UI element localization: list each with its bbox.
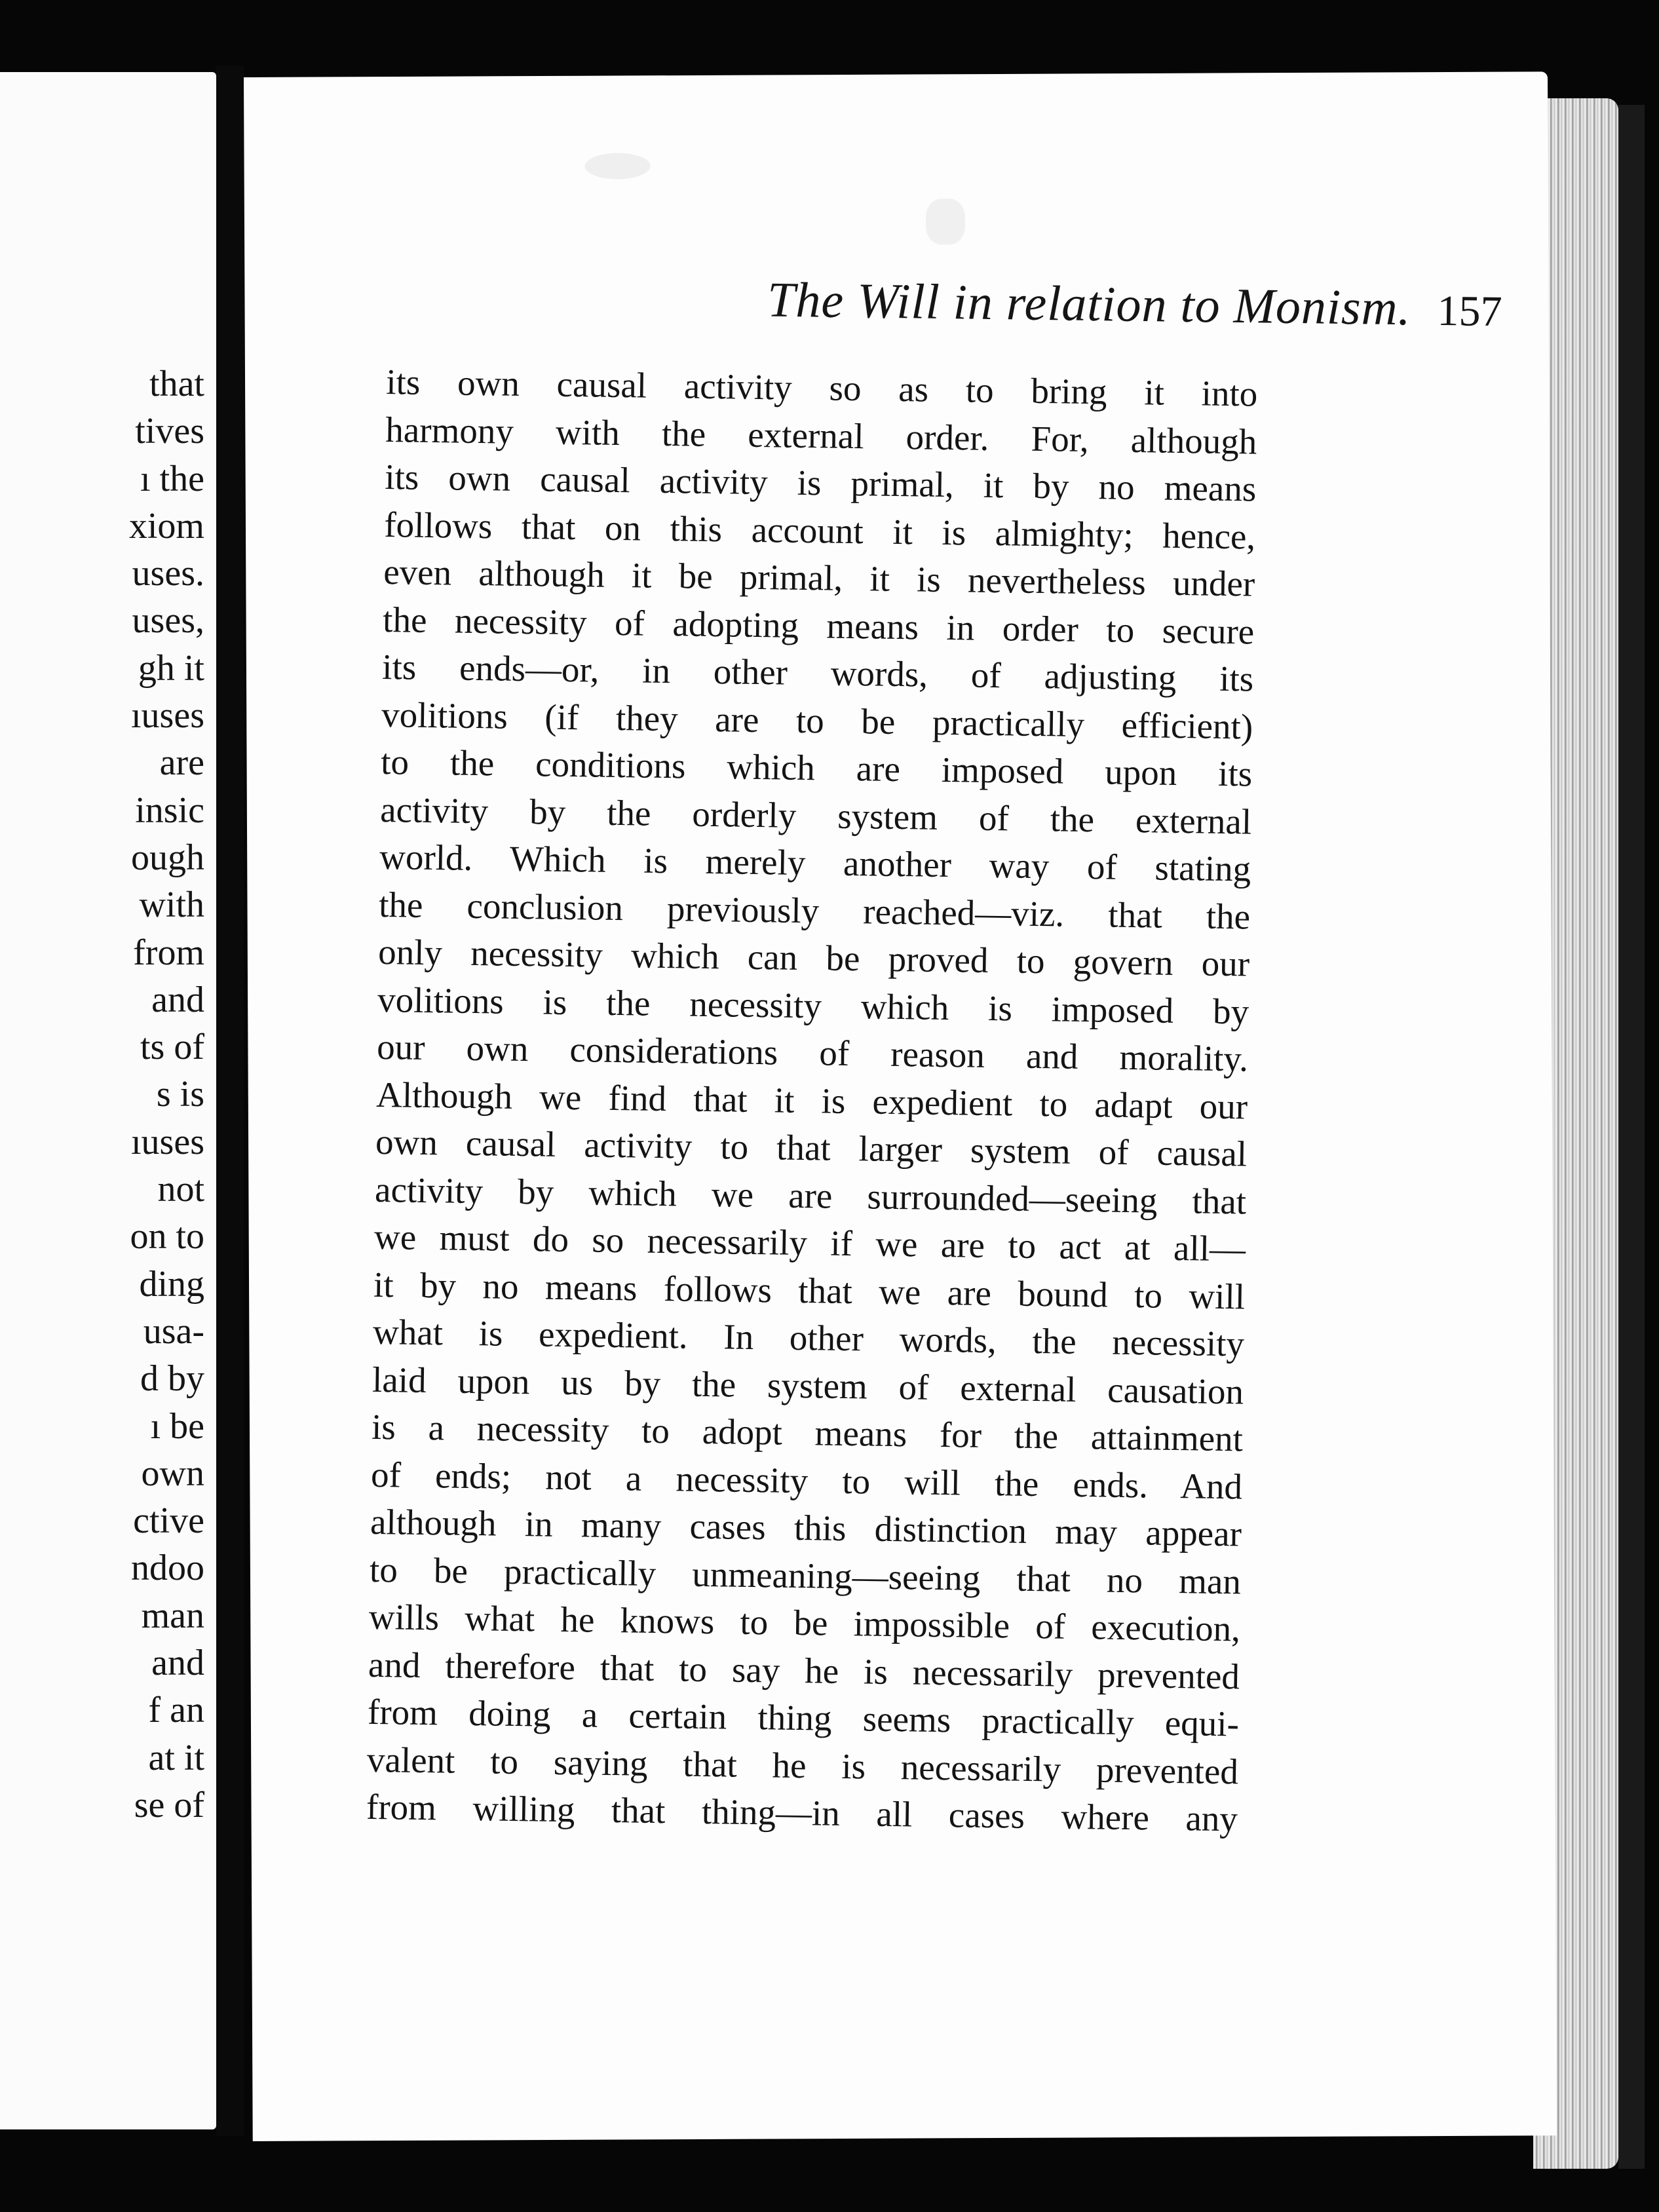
left-text-fragment: and: [151, 979, 204, 1020]
text-line: from doing a certain thing seems practically equi-: [367, 1691, 1240, 1744]
left-text-fragment: ctive: [133, 1500, 204, 1542]
text-line: only necessity which can be proved to govern our: [377, 931, 1250, 984]
left-text-fragment: at it: [148, 1737, 204, 1778]
text-line: of ends; not a necessity to will the ends. And: [370, 1454, 1243, 1506]
text-line: we must do so necessarily if we are to act at all—: [373, 1216, 1246, 1269]
text-line: its own causal activity is primal, it by no means: [384, 457, 1257, 509]
text-line: to be practically unmeaning—seeing that no man: [369, 1549, 1242, 1601]
left-text-fragment: usa-: [143, 1310, 204, 1352]
text-line: volitions is the necessity which is imposed by: [377, 979, 1249, 1032]
left-text-fragment: with: [139, 885, 204, 926]
text-line: from willing that thing—in all cases where any: [366, 1786, 1238, 1839]
left-text-fragment: ıuses: [131, 695, 204, 736]
left-text-fragment: gh it: [138, 647, 204, 689]
left-text-fragment: f an: [148, 1690, 204, 1731]
left-text-fragment: uses.: [132, 553, 204, 594]
paper-stain: [585, 153, 651, 179]
text-line: is a necessity to adopt means for the attainment: [371, 1406, 1244, 1459]
left-text-fragment: ndoo: [131, 1548, 204, 1589]
text-line: volitions (if they are to be practically efficient): [381, 694, 1253, 747]
text-line: its ends—or, in other words, of adjusting its: [381, 647, 1254, 699]
left-text-fragment: not: [157, 1169, 204, 1210]
text-line: it by no means follows that we are bound to will: [373, 1264, 1246, 1316]
left-text-fragment: se of: [134, 1784, 204, 1825]
text-line: world. Which is merely another way of stating: [379, 836, 1251, 889]
right-page: [244, 71, 1557, 2141]
left-text-fragment: are: [159, 742, 204, 784]
text-line: wills what he knows to be impossible of execution,: [368, 1596, 1241, 1649]
left-text-fragment: ı the: [140, 458, 204, 499]
left-text-fragment: and: [151, 1643, 204, 1684]
book-gutter: [216, 66, 244, 2136]
left-text-fragment: d by: [140, 1358, 204, 1400]
left-text-fragment: s is: [156, 1074, 204, 1115]
left-text-fragment: tives: [135, 411, 204, 452]
text-line: even although it be primal, it is nevertheless under: [383, 552, 1255, 604]
left-text-fragment: ts of: [140, 1027, 204, 1068]
left-page-text: [129, 360, 204, 1829]
text-line: own causal activity to that larger system of causal: [375, 1121, 1248, 1174]
text-line: its own causal activity so as to bring it into: [385, 362, 1258, 414]
page-number: 157: [1437, 286, 1503, 336]
text-line: what is expedient. In other words, the necessity: [372, 1311, 1245, 1364]
text-line: although in many cases this distinction may appear: [370, 1501, 1242, 1554]
text-line: the necessity of adopting means in order to secure: [382, 599, 1255, 652]
left-text-fragment: man: [141, 1595, 204, 1636]
left-text-fragment: from: [133, 932, 204, 973]
left-text-fragment: ı be: [150, 1405, 204, 1447]
paper-stain: [926, 199, 965, 244]
left-text-fragment: ıuses: [131, 1121, 204, 1162]
running-head-title: The Will in relation to Monism.: [767, 272, 1412, 336]
left-text-fragment: xiom: [128, 505, 204, 546]
left-text-fragment: insic: [135, 790, 204, 831]
text-line: and therefore that to say he is necessarily prevented: [368, 1644, 1240, 1696]
left-text-fragment: on to: [130, 1216, 204, 1257]
left-text-fragment: ough: [131, 837, 204, 878]
running-head: [467, 268, 1502, 339]
text-line: activity by which we are surrounded—seeing that: [374, 1169, 1247, 1221]
text-line: to the conditions which are imposed upon its: [380, 741, 1253, 794]
body-text: [366, 358, 1257, 1843]
text-line: the conclusion previously reached—viz. that the: [378, 884, 1251, 937]
text-line: activity by the orderly system of the external: [379, 789, 1252, 842]
text-line: Although we find that it is expedient to adapt our: [375, 1074, 1248, 1127]
text-line: harmony with the external order. For, although: [385, 409, 1257, 462]
text-line: our own considerations of reason and morality.: [376, 1026, 1249, 1079]
left-text-fragment: uses,: [132, 600, 204, 641]
left-text-fragment: own: [141, 1453, 204, 1494]
text-line: follows that on this account it is almighty; hence,: [383, 504, 1256, 557]
text-line: valent to saying that he is necessarily prevented: [366, 1739, 1239, 1791]
page-edges-shadow: [1618, 105, 1645, 2169]
left-facing-page: [0, 72, 216, 2129]
left-text-fragment: ding: [139, 1263, 204, 1305]
text-line: laid upon us by the system of external causation: [372, 1359, 1244, 1411]
left-text-fragment: that: [149, 364, 204, 404]
